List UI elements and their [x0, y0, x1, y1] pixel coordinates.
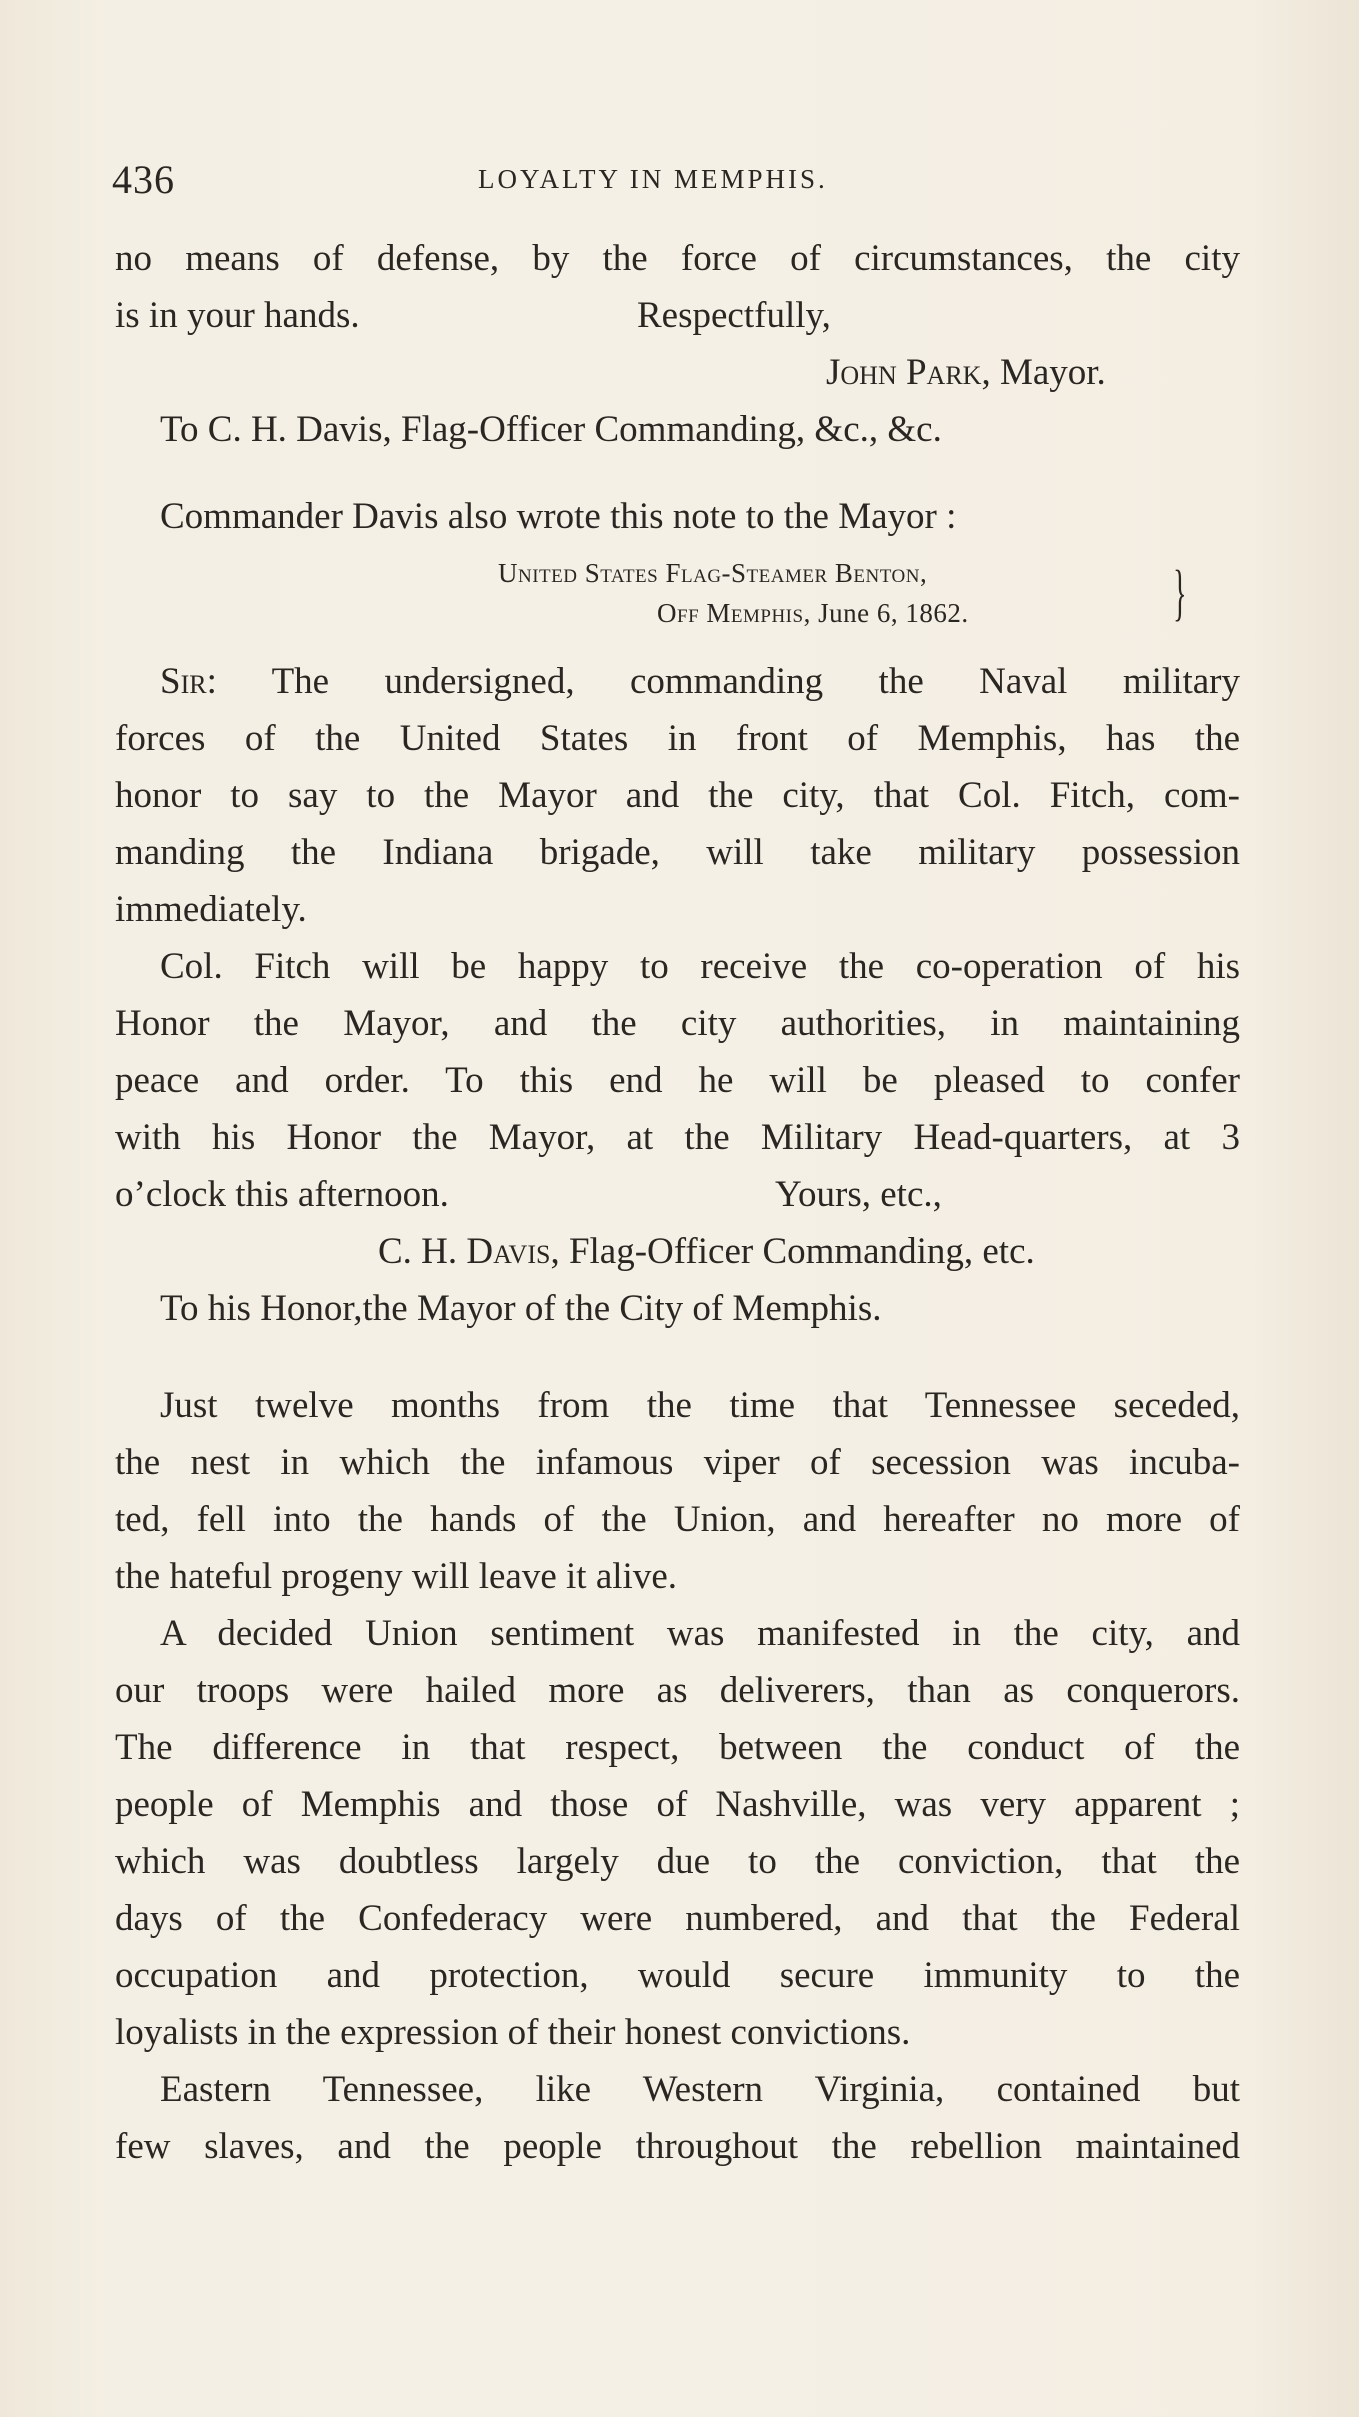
signature-row	[115, 344, 1240, 401]
text-line: which was doubtless largely due to the conviction, that the	[115, 1841, 1240, 1882]
text-line: ted, fell into the hands of the Union, and hereafter no more of	[115, 1499, 1240, 1540]
text-line: the hateful progeny will leave it alive.	[115, 1556, 677, 1597]
salutation: Sir	[160, 661, 207, 702]
text-line: the nest in which the infamous viper of secession was incuba-	[115, 1442, 1240, 1483]
text-line: Honor the Mayor, and the city authorities, in maintaining	[115, 1003, 1240, 1044]
text-fragment: o’clock this afternoon.	[115, 1174, 449, 1215]
page-header	[112, 152, 1242, 212]
signature-name: John Park	[826, 352, 982, 393]
signature-initials: C. H. D	[378, 1231, 494, 1272]
text-line: our troops were hailed more as deliverers, than as conquerors.	[115, 1670, 1240, 1711]
text-line: days of the Confederacy were numbered, and that the Federal	[115, 1898, 1240, 1939]
text-line: with his Honor the Mayor, at the Military Head-quarters, at 3	[115, 1117, 1240, 1158]
signature-title: , Flag-Officer Commanding, etc.	[550, 1231, 1035, 1272]
text-line: peace and order. To this end he will be pleased to confer	[115, 1060, 1240, 1101]
text-line: Just twelve months from the time that Tennessee seceded,	[160, 1385, 1240, 1426]
text-line	[115, 653, 1240, 710]
dateline-place: Off Memphis	[657, 598, 804, 628]
brace-icon: }	[1173, 559, 1187, 627]
closing: Yours, etc.,	[775, 1174, 942, 1215]
text-line: Col. Fitch will be happy to receive the co-operation of his	[160, 946, 1240, 987]
text-line: few slaves, and the people throughout the rebellion maintained	[115, 2126, 1240, 2167]
dateline-line	[657, 593, 969, 633]
dateline-line: United States Flag-Steamer Benton,	[498, 558, 928, 588]
closing: Respectfully,	[637, 295, 831, 336]
page-number: 436	[112, 157, 175, 202]
text-line: occupation and protection, would secure immunity to the	[115, 1955, 1240, 1996]
closing-row	[115, 1166, 1240, 1223]
signature-name: avis	[493, 1231, 551, 1272]
text-line: forces of the United States in front of Memphis, has the	[115, 718, 1240, 759]
signature-row	[115, 1223, 1240, 1280]
address-line: To C. H. Davis, Flag-Officer Commanding, &c., &c.	[160, 409, 942, 450]
text-line: loyalists in the expression of their honest convictions.	[115, 2012, 911, 2053]
text-line: honor to say to the Mayor and the city, that Col. Fitch, com-	[115, 775, 1240, 816]
page-body	[115, 230, 1240, 2175]
text-line: no means of defense, by the force of circumstances, the city	[115, 238, 1240, 279]
text-line: people of Memphis and those of Nashville, was very apparent ;	[115, 1784, 1240, 1825]
text-fragment: is in your hands.	[115, 295, 360, 336]
running-head: LOYALTY IN MEMPHIS.	[478, 164, 828, 194]
text-fragment: : The undersigned, commanding the Naval military	[206, 661, 1240, 702]
address-line: To his Honor,the Mayor of the City of Memphis.	[160, 1288, 882, 1329]
intro-line: Commander Davis also wrote this note to the Mayor :	[160, 496, 957, 537]
text-line: A decided Union sentiment was manifested in the city, and	[160, 1613, 1240, 1654]
dateline	[115, 551, 1240, 649]
dateline-date: , June 6, 1862.	[803, 598, 969, 628]
closing-row	[115, 287, 1240, 344]
text-line: Eastern Tennessee, like Western Virginia, contained but	[160, 2069, 1240, 2110]
signature-title: , Mayor.	[981, 352, 1106, 393]
text-line: manding the Indiana brigade, will take military possession	[115, 832, 1240, 873]
text-line: immediately.	[115, 889, 307, 930]
text-line: The difference in that respect, between the conduct of the	[115, 1727, 1240, 1768]
